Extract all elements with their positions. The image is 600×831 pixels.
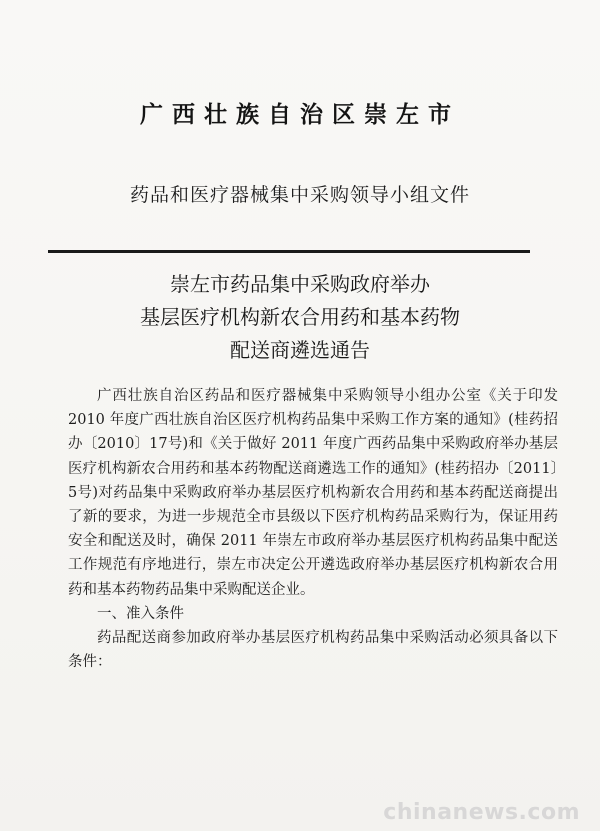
title-line: 配送商遴选通告 [230,338,370,362]
header-divider [48,250,530,253]
body-paragraph: 药品配送商参加政府举办基层医疗机构药品集中采购活动必须具备以下条件： [68,630,558,671]
body-paragraph: 广西壮族自治区药品和医疗器械集中采购领导小组办公室《关于印发 2010 年度广西壮族自治区医疗机构药品集中采购工作方案的通知》(桂药招办〔2010〕17号)和《关于做好 2011 年度广西药品集中采购政府举办基层医疗机构新农合用药和基本药物配送商遴选工作的通知》(桂药招办〔2011〕5号)对药品集中采购政府举办基层医疗机构新农合用药和基本药配送商提出了新的要求，为进一步规范全市县级以下医疗机构药品采购行为，保证用药安全和配送及时，确保 2011 年崇左市政府举办基层医疗机构药品集中配送工作规范有序地进行，崇左市决定公开遴选政府举办基层医疗机构新农合用药和基本药物药品集中采购配送企业。 [68,388,558,598]
document-title [0,268,600,367]
title-line: 基层医疗机构新农合用药和基本药物 [140,305,460,329]
section-heading: 一、准入条件 [97,605,184,622]
issuer-subheading: 药品和医疗器械集中采购领导小组文件 [129,184,470,206]
issuer-heading: 广西壮族自治区崇左市 [140,101,460,128]
document-body [68,384,558,674]
title-line: 崇左市药品集中采购政府举办 [170,272,430,296]
watermark: chinanews.com [383,800,580,825]
